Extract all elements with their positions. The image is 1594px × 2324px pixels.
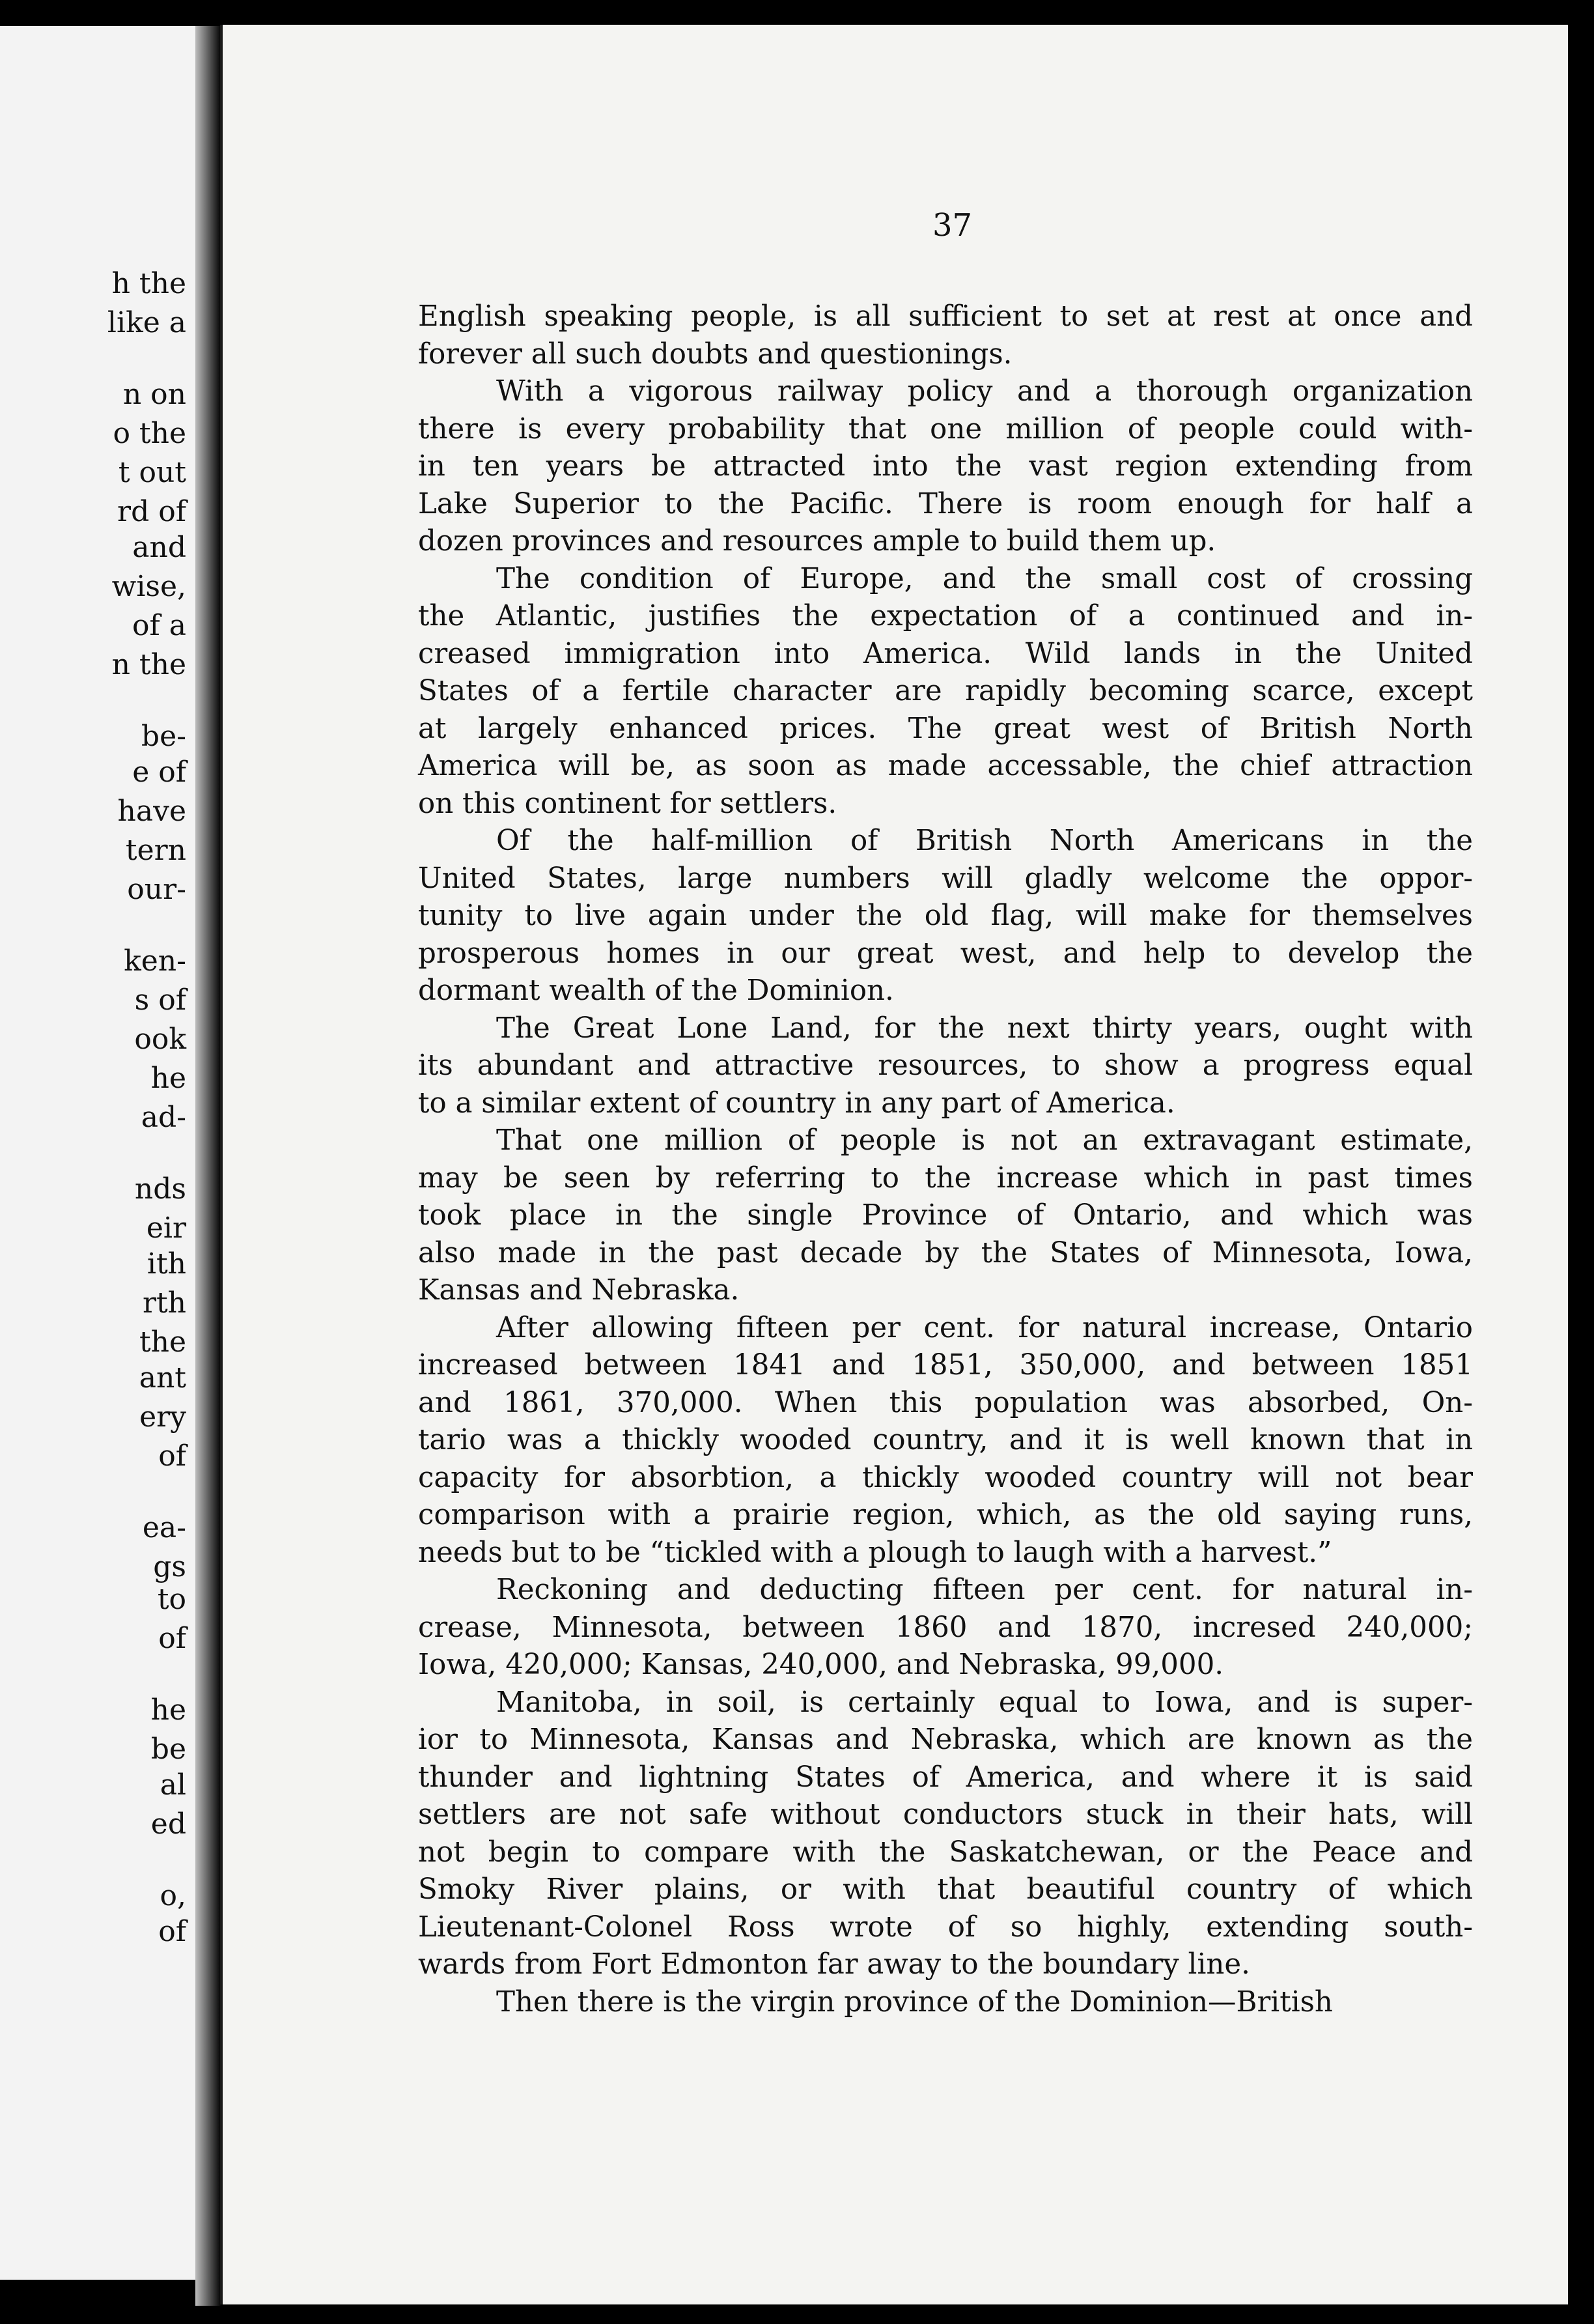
left-page-fragment: ery — [139, 1400, 186, 1434]
text-line: also made in the past decade by the States of Minnesota, Iowa, — [418, 1236, 1473, 1269]
text-line: thunder and lightning States of America, and where it is said — [418, 1761, 1473, 1794]
text-line: The condition of Europe, and the small cost of crossing — [496, 562, 1473, 595]
left-page-fragment: ad- — [141, 1101, 186, 1134]
text-line: English speaking people, is all sufficient to set at rest at once and — [418, 300, 1473, 333]
left-page-fragment: have — [117, 795, 186, 828]
book-gutter — [195, 26, 221, 2306]
text-line: wards from Fort Edmonton far away to the boundary line. — [418, 1948, 1250, 1981]
text-line: increased between 1841 and 1851, 350,000, and between 1851 — [418, 1349, 1473, 1382]
text-line: there is every probability that one million of people could with- — [418, 412, 1473, 446]
left-page-fragment: to — [157, 1583, 186, 1616]
left-page-fragment: eir — [146, 1212, 186, 1245]
left-page-fragment: he — [150, 1062, 186, 1095]
left-page-fragment: tern — [125, 834, 186, 867]
left-page-fragment: n on — [122, 378, 186, 411]
left-page-fragment: ken- — [124, 944, 186, 978]
text-line: Of the half-million of British North Americans in the — [496, 825, 1473, 857]
text-line: comparison with a prairie region, which, as the old saying runs, — [418, 1499, 1473, 1531]
left-page-fragment: e of — [132, 756, 186, 789]
left-facing-page — [0, 26, 195, 2280]
text-line: tunity to live again under the old flag, will make for themselves — [418, 900, 1473, 932]
text-line: States of a fertile character are rapidly becoming scarce, except — [418, 675, 1473, 707]
text-line: settlers are not safe without conductors stuck in their hats, will — [418, 1798, 1473, 1831]
left-page-fragment: our- — [127, 873, 186, 906]
left-page-fragment: of — [158, 1622, 186, 1655]
text-line: its abundant and attractive resources, to show a progress equal — [418, 1049, 1473, 1082]
text-line: and 1861, 370,000. When this population was absorbed, On- — [418, 1386, 1473, 1419]
left-page-fragment: ook — [134, 1023, 186, 1056]
book-page — [220, 25, 1568, 2304]
text-line: to a similar extent of country in any part of America. — [418, 1086, 1175, 1120]
text-line: forever all such doubts and questionings. — [418, 337, 1013, 371]
left-page-fragment: t out — [118, 456, 186, 489]
left-page-fragment: n the — [111, 648, 186, 681]
left-page-fragment: s of — [134, 984, 186, 1017]
text-line: Reckoning and deducting fifteen per cent. for natural in- — [496, 1574, 1473, 1606]
left-page-fragment: like a — [107, 306, 186, 339]
text-line: dozen provinces and resources ample to build them up. — [418, 525, 1216, 558]
left-page-fragment: wise, — [111, 570, 186, 603]
page-body-text — [418, 298, 1594, 2021]
text-line: may be seen by referring to the increase which in past times — [418, 1161, 1473, 1195]
left-page-fragment: gs — [153, 1550, 186, 1583]
left-page-fragment: rd of — [117, 495, 186, 528]
text-line: Smoky River plains, or with that beautiful country of which — [418, 1873, 1473, 1906]
text-line: crease, Minnesota, between 1860 and 1870, incresed 240,000; — [418, 1611, 1473, 1644]
left-page-fragment: nds — [134, 1172, 186, 1206]
text-line: dormant wealth of the Dominion. — [418, 974, 894, 1007]
left-page-fragment: the — [139, 1325, 186, 1359]
text-line: The Great Lone Land, for the next thirty years, ought with — [496, 1012, 1473, 1045]
text-line: Lake Superior to the Pacific. There is room enough for half a — [418, 487, 1473, 520]
text-line: Lieutenant-Colonel Ross wrote of so highly, extending south- — [418, 1910, 1473, 1944]
text-line: That one million of people is not an extravagant estimate, — [496, 1124, 1473, 1157]
left-page-fragment: ea- — [142, 1511, 186, 1544]
text-line: capacity for absorbtion, a thickly wooded country will not bear — [418, 1461, 1473, 1494]
left-page-fragment: o the — [113, 417, 186, 450]
left-page-fragment: al — [160, 1768, 186, 1802]
left-page-fragment: rth — [142, 1286, 186, 1320]
text-line: Then there is the virgin province of the Dominion—British — [496, 1985, 1333, 2019]
text-line: needs but to be “tickled with a plough to laugh with a harvest.” — [418, 1536, 1332, 1569]
left-page-fragment: h the — [111, 267, 186, 300]
left-page-fragment: of — [158, 1439, 186, 1473]
text-line: in ten years be attracted into the vast region extending from — [418, 450, 1473, 483]
text-line: Kansas and Nebraska. — [418, 1274, 740, 1307]
scan-border — [1568, 25, 1594, 2324]
text-line: prosperous homes in our great west, and help to develop the — [418, 937, 1473, 970]
text-line: not begin to compare with the Saskatchewan, or the Peace and — [418, 1835, 1473, 1869]
left-page-fragment: o, — [160, 1879, 186, 1912]
text-line: Iowa, 420,000; Kansas, 240,000, and Nebraska, 99,000. — [418, 1649, 1224, 1681]
text-line: tario was a thickly wooded country, and it is well known that in — [418, 1424, 1473, 1456]
left-page-fragment: ith — [147, 1247, 186, 1281]
left-page-fragment: of a — [132, 609, 186, 642]
left-page-fragment: be — [150, 1733, 186, 1766]
text-line: ior to Minnesota, Kansas and Nebraska, which are known as the — [418, 1723, 1473, 1756]
left-page-fragment: ed — [150, 1807, 186, 1841]
left-page-fragment: he — [150, 1693, 186, 1727]
text-line: United States, large numbers will gladly welcome the oppor- — [418, 862, 1473, 895]
text-line: Manitoba, in soil, is certainly equal to Iowa, and is super- — [496, 1686, 1473, 1719]
text-line: With a vigorous railway policy and a thorough organization — [496, 375, 1473, 408]
text-line: America will be, as soon as made accessable, the chief attraction — [418, 750, 1473, 782]
left-page-fragment: and — [132, 531, 186, 564]
text-line: creased immigration into America. Wild lands in the United — [418, 637, 1473, 670]
left-page-fragment: of — [158, 1915, 186, 1948]
left-page-fragment: ant — [139, 1361, 186, 1395]
text-line: the Atlantic, justifies the expectation of a continued and in- — [418, 600, 1473, 632]
text-line: on this continent for settlers. — [418, 787, 837, 820]
text-line: at largely enhanced prices. The great west of British North — [418, 712, 1473, 745]
text-line: took place in the single Province of Ontario, and which was — [418, 1199, 1473, 1232]
text-line: After allowing fifteen per cent. for natural increase, Ontario — [496, 1311, 1473, 1344]
left-page-fragment: be- — [141, 720, 186, 753]
page-number: 37 — [932, 207, 973, 244]
